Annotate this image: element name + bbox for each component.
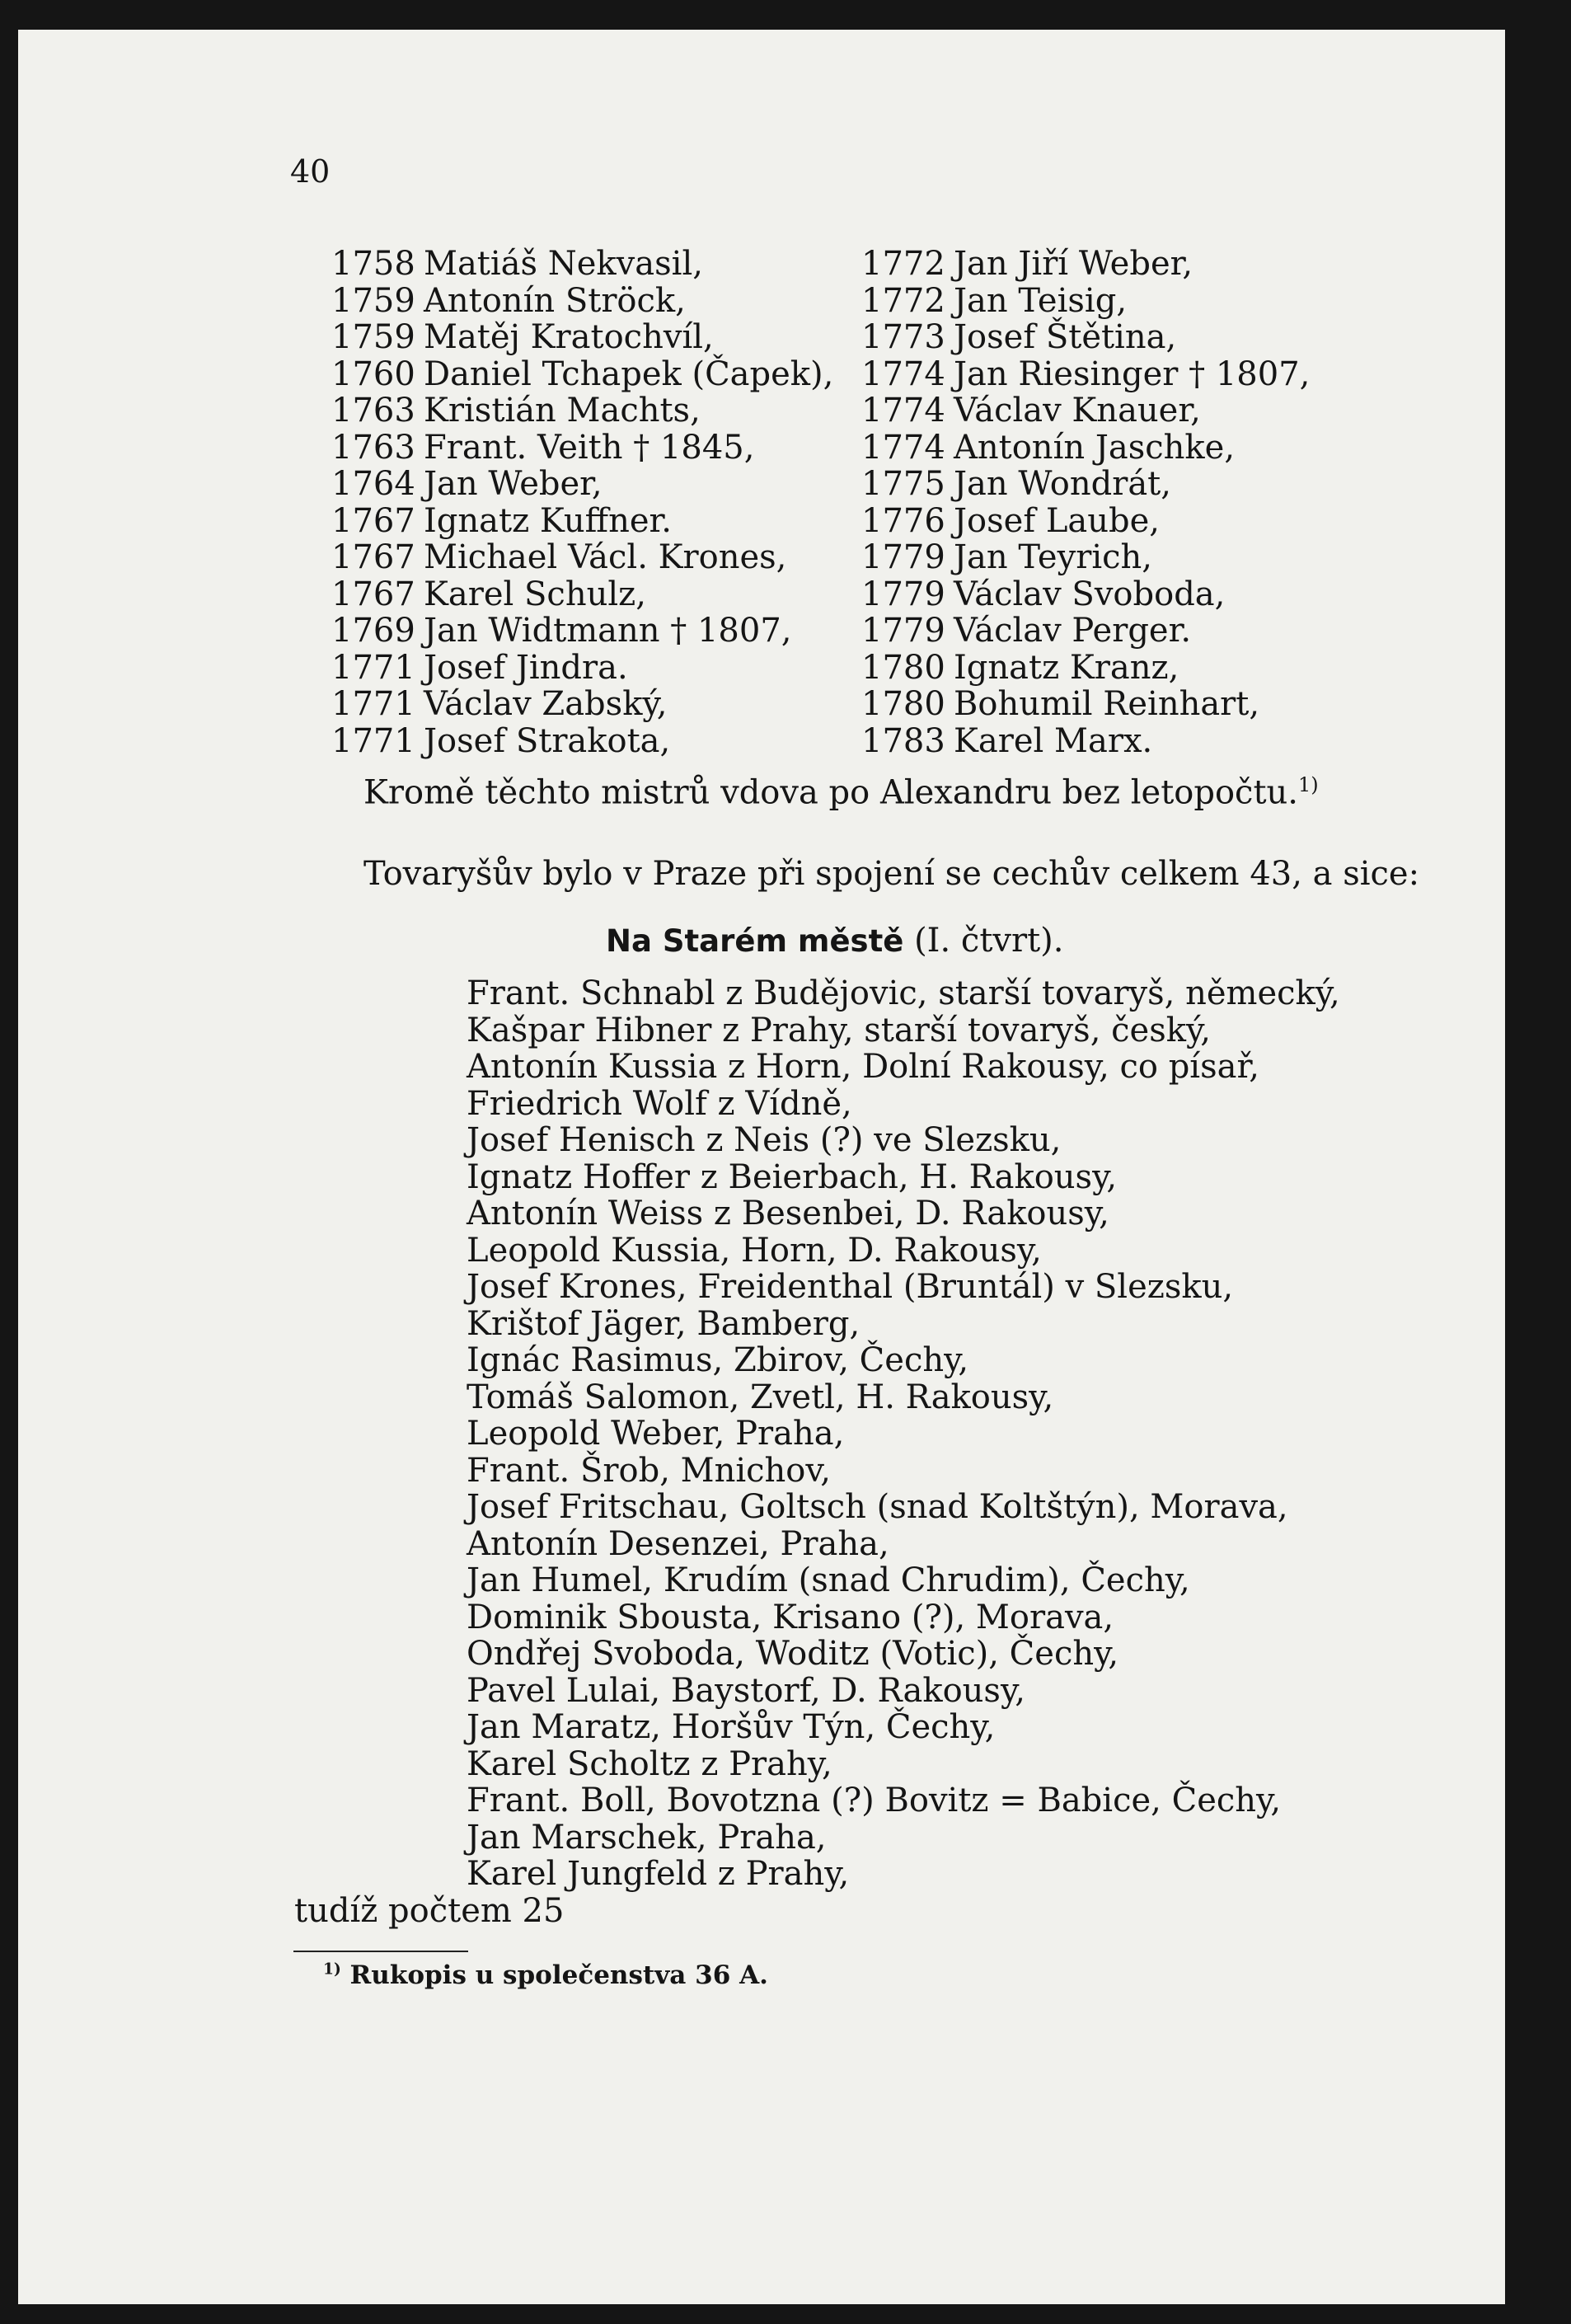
master-entry [331, 539, 833, 576]
master-name: Václav Svoboda, [954, 575, 1226, 613]
scan-border-bottom [0, 2304, 1571, 2324]
journeyman-entry: Karel Scholtz z Prahy, [467, 1744, 832, 1783]
master-name: Jan Teyrich, [954, 538, 1152, 576]
master-name: Josef Strakota, [424, 721, 671, 760]
journeyman-entry: Josef Fritschau, Goltsch (snad Koltštýn), Morava, [467, 1488, 1288, 1526]
master-entry [861, 576, 1310, 613]
master-entry [861, 503, 1310, 540]
journeyman-entry: Ignatz Hoffer z Beierbach, H. Rakousy, [467, 1157, 1118, 1196]
master-entry [331, 246, 833, 283]
master-name: Josef Štětina, [954, 318, 1177, 356]
widow-note [363, 773, 1319, 811]
master-year: 1759 [331, 318, 415, 356]
master-entry [861, 246, 1310, 283]
master-entry [331, 392, 833, 430]
master-name: Kristián Machts, [424, 392, 701, 430]
journeyman-entry: Karel Jungfeld z Prahy, [467, 1855, 850, 1893]
scan-border-left [0, 0, 18, 2324]
master-name: Václav Zabský, [424, 685, 668, 723]
master-year: 1763 [331, 392, 415, 430]
section-heading-quarter: (I. čtvrt). [914, 922, 1064, 960]
journeyman-entry: Pavel Lulai, Baystorf, D. Rakousy, [467, 1671, 1025, 1710]
master-year: 1780 [861, 685, 945, 723]
master-year: 1780 [861, 648, 945, 687]
master-entry [861, 466, 1310, 503]
master-name: Ignatz Kuffner. [424, 501, 672, 540]
master-year: 1771 [331, 721, 415, 760]
journeymen-intro: Tovaryšův bylo v Praze při spojení se cechův celkem 43, a sice: [363, 855, 1420, 893]
master-entry [861, 650, 1310, 687]
master-year: 1775 [861, 465, 945, 503]
journeyman-entry: Tomáš Salomon, Zvetl, H. Rakousy, [467, 1378, 1054, 1416]
master-name: Josef Laube, [954, 501, 1160, 540]
scan-border-top [0, 0, 1571, 30]
master-year: 1774 [861, 428, 945, 467]
master-name: Matiáš Nekvasil, [424, 245, 703, 283]
journeyman-entry: Frant. Boll, Bovotzna (?) Bovitz = Babice, Čechy, [467, 1782, 1282, 1819]
master-entry [331, 466, 833, 503]
master-name: Antonín Ströck, [424, 281, 686, 320]
journeyman-entry: Antonín Kussia z Horn, Dolní Rakousy, co písař, [467, 1048, 1259, 1086]
master-year: 1779 [861, 575, 945, 613]
journeyman-entry: Leopold Weber, Praha, [467, 1415, 845, 1453]
master-name: Jan Wondrát, [954, 465, 1171, 503]
masters-list-right [861, 246, 1310, 759]
master-entry [331, 650, 833, 687]
master-entry [861, 723, 1310, 760]
journeyman-entry: Jan Marschek, Praha, [467, 1818, 827, 1857]
footnote-text: Rukopis u společenstva 36 A. [349, 1960, 768, 1990]
master-entry [861, 319, 1310, 356]
master-entry [861, 430, 1310, 467]
master-year: 1774 [861, 354, 945, 393]
footnote [323, 1960, 768, 1990]
book-spine-shadow [1505, 0, 1571, 2324]
master-year: 1767 [331, 501, 415, 540]
master-year: 1760 [331, 354, 415, 393]
master-year: 1764 [331, 465, 415, 503]
master-entry [861, 283, 1310, 320]
journeyman-entry: Dominik Sbousta, Krisano (?), Morava, [467, 1598, 1114, 1636]
master-entry [861, 356, 1310, 393]
master-name: Karel Schulz, [424, 575, 646, 613]
master-year: 1772 [861, 245, 945, 283]
master-year: 1774 [861, 392, 945, 430]
master-name: Michael Václ. Krones, [424, 538, 787, 576]
widow-note-footnote-ref: 1) [1298, 773, 1319, 796]
master-entry [861, 539, 1310, 576]
master-name: Matěj Kratochvíl, [424, 318, 714, 356]
master-year: 1779 [861, 538, 945, 576]
master-entry [331, 430, 833, 467]
journeymen-list [467, 975, 1340, 1893]
master-name: Ignatz Kranz, [954, 648, 1179, 687]
section-heading [606, 922, 1064, 960]
master-year: 1772 [861, 281, 945, 320]
master-year: 1779 [861, 612, 945, 650]
section-heading-place: Na Starém městě [606, 923, 904, 959]
master-entry [331, 613, 833, 650]
master-year: 1783 [861, 721, 945, 760]
footnote-rule [293, 1951, 468, 1952]
journeyman-entry: Jan Maratz, Horšův Týn, Čechy, [467, 1708, 996, 1746]
masters-list-left [331, 246, 833, 759]
master-year: 1758 [331, 245, 415, 283]
journeyman-entry: Josef Henisch z Neis (?) ve Slezsku, [467, 1121, 1062, 1159]
master-entry [331, 283, 833, 320]
master-name: Jan Teisig, [954, 281, 1128, 320]
footnote-ref: 1) [323, 1960, 341, 1979]
master-year: 1776 [861, 501, 945, 540]
journeyman-entry: Leopold Kussia, Horn, D. Rakousy, [467, 1231, 1042, 1270]
master-name: Karel Marx. [954, 721, 1153, 760]
journeyman-entry: Antonín Weiss z Besenbei, D. Rakousy, [467, 1195, 1109, 1232]
master-name: Antonín Jaschke, [954, 428, 1236, 467]
journeyman-entry: Antonín Desenzei, Praha, [467, 1524, 889, 1563]
master-name: Jan Jiří Weber, [954, 245, 1193, 283]
journeyman-entry: Frant. Schnabl z Budějovic, starší tovaryš, německý, [467, 974, 1340, 1012]
journeyman-entry: Friedrich Wolf z Vídně, [467, 1084, 852, 1123]
master-year: 1763 [331, 428, 415, 467]
master-entry [331, 319, 833, 356]
master-name: Josef Jindra. [424, 648, 628, 687]
master-year: 1771 [331, 685, 415, 723]
master-entry [331, 576, 833, 613]
total-line: tudíž počtem 25 [294, 1892, 565, 1930]
master-year: 1767 [331, 538, 415, 576]
master-entry [331, 686, 833, 723]
master-name: Jan Widtmann † 1807, [424, 612, 792, 650]
master-entry [331, 356, 833, 393]
master-entry [331, 503, 833, 540]
master-entry [331, 723, 833, 760]
journeyman-entry: Josef Krones, Freidenthal (Bruntál) v Slezsku, [467, 1268, 1234, 1306]
master-name: Václav Knauer, [954, 392, 1201, 430]
master-year: 1771 [331, 648, 415, 687]
journeyman-entry: Ondřej Svoboda, Woditz (Votic), Čechy, [467, 1635, 1119, 1673]
master-name: Bohumil Reinhart, [954, 685, 1260, 723]
master-year: 1759 [331, 281, 415, 320]
journeyman-entry: Kašpar Hibner z Prahy, starší tovaryš, český, [467, 1011, 1211, 1049]
journeyman-entry: Frant. Šrob, Mnichov, [467, 1451, 831, 1490]
master-name: Václav Perger. [954, 612, 1192, 650]
master-name: Jan Riesinger † 1807, [954, 354, 1311, 393]
master-year: 1773 [861, 318, 945, 356]
master-entry [861, 686, 1310, 723]
journeyman-entry: Ignác Rasimus, Zbirov, Čechy, [467, 1341, 969, 1379]
master-year: 1769 [331, 612, 415, 650]
master-year: 1767 [331, 575, 415, 613]
page-number: 40 [290, 153, 331, 190]
master-entry [861, 613, 1310, 650]
master-name: Daniel Tchapek (Čapek), [424, 354, 834, 393]
widow-note-text: Kromě těchto mistrů vdova po Alexandru bez letopočtu. [363, 773, 1299, 812]
master-entry [861, 392, 1310, 430]
journeyman-entry: Jan Humel, Krudím (snad Chrudim), Čechy, [467, 1561, 1190, 1599]
journeyman-entry: Krištof Jäger, Bamberg, [467, 1304, 861, 1343]
master-name: Jan Weber, [424, 465, 603, 503]
master-name: Frant. Veith † 1845, [424, 428, 755, 467]
